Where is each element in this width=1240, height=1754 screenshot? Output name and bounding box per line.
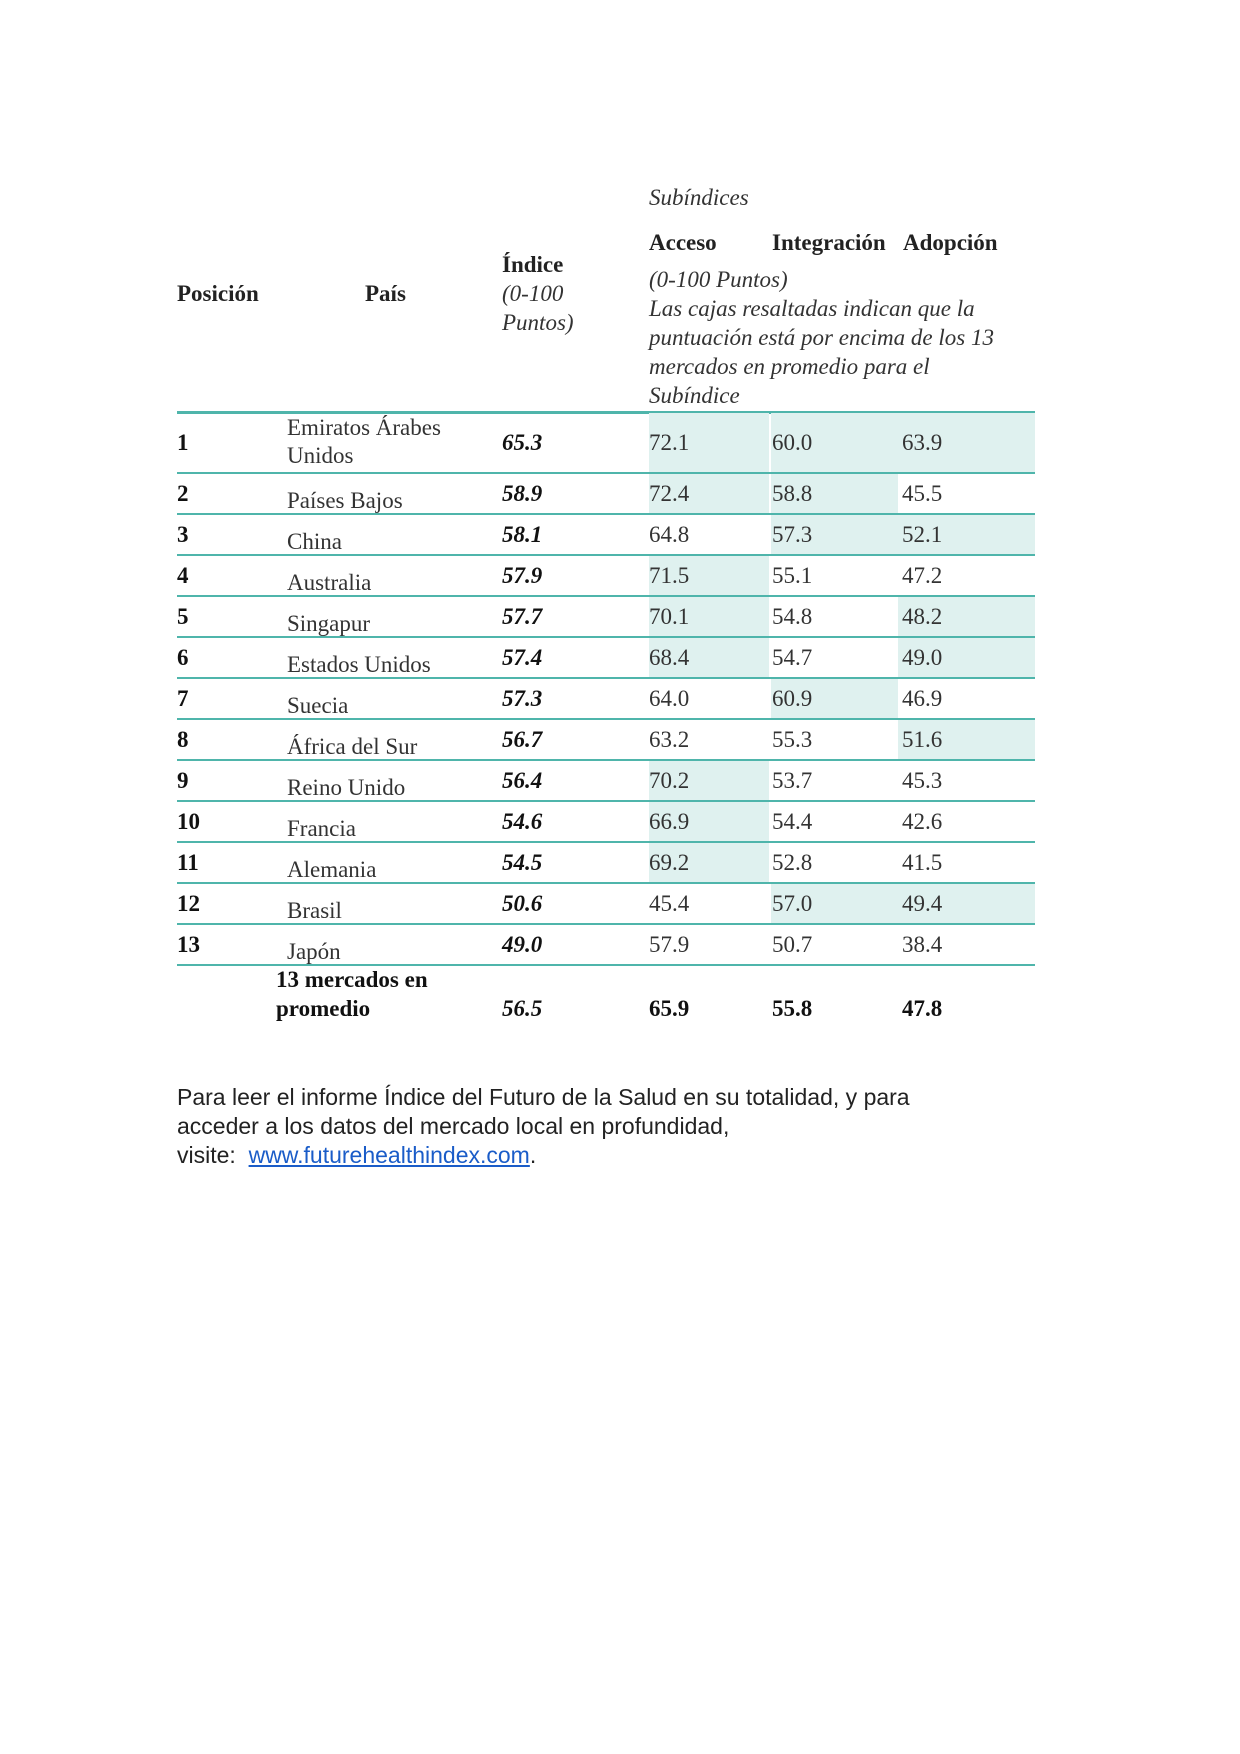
footer-period: .: [529, 1142, 537, 1168]
row-position: 1: [177, 430, 189, 455]
footer-line2: acceder a los datos del mercado local en profundidad,: [177, 1113, 730, 1139]
row-index: 49.0: [502, 932, 543, 957]
row-integration: 50.7: [772, 932, 813, 957]
row-index: 57.9: [502, 563, 543, 588]
row-integration: 54.8: [772, 604, 813, 629]
row-access: 57.9: [649, 932, 690, 957]
row-country: Estados Unidos: [287, 652, 431, 677]
row-integration: 54.7: [772, 645, 813, 670]
col-header-index: Índice: [502, 252, 564, 277]
row-adoption: 49.0: [902, 645, 943, 670]
row-index: 65.3: [502, 430, 543, 455]
row-position: 10: [177, 809, 200, 834]
row-position: 11: [177, 850, 199, 875]
row-country: Países Bajos: [287, 488, 403, 513]
row-access: 66.9: [649, 809, 690, 834]
row-adoption: 47.2: [902, 563, 943, 588]
highlight-note-line4: Subíndice: [649, 383, 740, 408]
futurehealthindex-link[interactable]: www.futurehealthindex.com: [248, 1142, 530, 1168]
footer-visit-label: visite:: [177, 1142, 236, 1168]
row-adoption: 46.9: [902, 686, 943, 711]
row-adoption: 48.2: [902, 604, 943, 629]
row-integration: 60.9: [772, 686, 813, 711]
row-rule: [177, 554, 1035, 556]
row-position: 2: [177, 481, 189, 506]
row-position: 7: [177, 686, 189, 711]
row-access: 71.5: [649, 563, 690, 588]
col-header-integration: Integración: [772, 230, 886, 255]
row-integration: 58.8: [772, 481, 813, 506]
row-access: 64.0: [649, 686, 690, 711]
row-position: 9: [177, 768, 189, 793]
row-position: 13: [177, 932, 200, 957]
row-position: 12: [177, 891, 200, 916]
row-access: 64.8: [649, 522, 690, 547]
row-integration: 57.0: [772, 891, 813, 916]
average-adoption: 47.8: [902, 996, 943, 1021]
row-index: 56.7: [502, 727, 543, 752]
row-position: 5: [177, 604, 189, 629]
average-access: 65.9: [649, 996, 690, 1021]
row-access: 63.2: [649, 727, 690, 752]
row-index: 56.4: [502, 768, 543, 793]
row-adoption: 49.4: [902, 891, 943, 916]
row-country: Reino Unido: [287, 775, 406, 800]
row-adoption: 41.5: [902, 850, 943, 875]
row-country: Brasil: [287, 898, 342, 923]
row-country: Francia: [287, 816, 356, 841]
row-adoption: 51.6: [902, 727, 943, 752]
row-position: 6: [177, 645, 189, 670]
row-rule: [177, 472, 1035, 474]
row-rule: [177, 677, 1035, 679]
row-integration: 53.7: [772, 768, 813, 793]
row-rule: [177, 841, 1035, 843]
row-integration: 60.0: [772, 430, 813, 455]
row-integration: 55.1: [772, 563, 813, 588]
footer-line1: Para leer el informe Índice del Futuro de la Salud en su totalidad, y para: [177, 1084, 910, 1110]
row-index: 50.6: [502, 891, 543, 916]
row-country-line2: Unidos: [287, 443, 354, 468]
row-country: China: [287, 529, 342, 554]
highlight-note-line1: Las cajas resaltadas indican que la: [649, 296, 975, 321]
average-integration: 55.8: [772, 996, 813, 1021]
row-access: 70.1: [649, 604, 690, 629]
row-adoption: 45.5: [902, 481, 943, 506]
col-header-access: Acceso: [649, 230, 717, 255]
row-rule: [177, 759, 1035, 761]
row-adoption: 63.9: [902, 430, 943, 455]
row-country: Suecia: [287, 693, 349, 718]
row-access: 45.4: [649, 891, 690, 916]
highlight-note-line3: mercados en promedio para el: [649, 354, 930, 379]
row-access: 68.4: [649, 645, 690, 670]
row-position: 3: [177, 522, 189, 547]
row-country: Emiratos Árabes: [287, 415, 441, 440]
row-country: Australia: [287, 570, 372, 595]
average-label-line2: promedio: [276, 996, 371, 1021]
row-rule: [177, 923, 1035, 925]
row-access: 72.1: [649, 430, 690, 455]
row-integration: 54.4: [772, 809, 813, 834]
average-index: 56.5: [502, 996, 543, 1021]
row-adoption: 52.1: [902, 522, 943, 547]
row-index: 57.3: [502, 686, 543, 711]
row-index: 54.6: [502, 809, 543, 834]
row-access: 70.2: [649, 768, 690, 793]
subindex-unit: (0-100 Puntos): [649, 267, 788, 292]
row-index: 58.1: [502, 522, 543, 547]
row-rule: [177, 964, 1035, 966]
average-label-line1: 13 mercados en: [276, 967, 428, 992]
row-rule: [177, 800, 1035, 802]
row-index: 57.4: [502, 645, 543, 670]
row-country: África del Sur: [287, 734, 418, 759]
row-country: Alemania: [287, 857, 377, 882]
row-adoption: 38.4: [902, 932, 943, 957]
row-access: 69.2: [649, 850, 690, 875]
row-position: 4: [177, 563, 189, 588]
col-header-country: País: [365, 281, 406, 306]
highlight-note-line2: puntuación está por encima de los 13: [649, 325, 994, 350]
row-position: 8: [177, 727, 189, 752]
row-index: 57.7: [502, 604, 543, 629]
col-header-position: Posición: [177, 281, 259, 306]
row-integration: 52.8: [772, 850, 813, 875]
row-adoption: 42.6: [902, 809, 943, 834]
row-access: 72.4: [649, 481, 690, 506]
index-unit-line2: Puntos): [502, 310, 574, 335]
row-country: Japón: [287, 939, 341, 964]
subindices-label: Subíndices: [649, 185, 749, 210]
row-integration: 57.3: [772, 522, 813, 547]
row-index: 58.9: [502, 481, 543, 506]
row-adoption: 45.3: [902, 768, 943, 793]
row-integration: 55.3: [772, 727, 813, 752]
footer-line3: [177, 1142, 536, 1169]
index-unit-line1: (0-100: [502, 281, 564, 306]
row-country: Singapur: [287, 611, 371, 636]
col-header-adoption: Adopción: [903, 230, 998, 255]
row-index: 54.5: [502, 850, 543, 875]
